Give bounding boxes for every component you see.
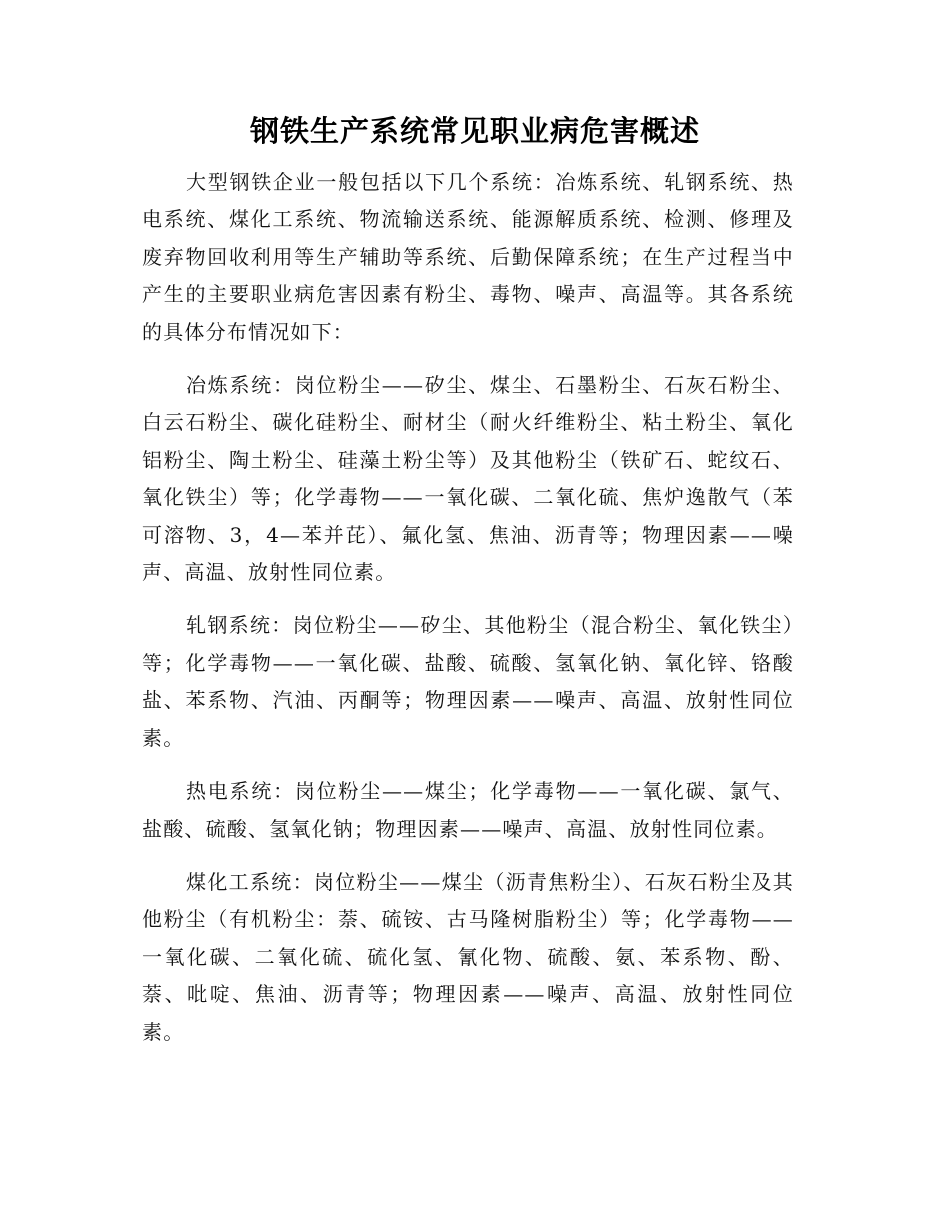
document-body bbox=[142, 164, 794, 1067]
document-title: 钢铁生产系统常见职业病危害概述 bbox=[249, 114, 700, 148]
paragraph-rolling-system: 轧钢系统：岗位粉尘——矽尘、其他粉尘（混合粉尘、氧化铁尘）等；化学毒物——一氧化碳、盐酸、硫酸、氢氧化钠、氧化锌、铬酸盐、苯系物、汽油、丙酮等；物理因素——噪声、高温、放射性同位素。 bbox=[142, 613, 794, 750]
paragraph-coal-chemical-system: 煤化工系统：岗位粉尘——煤尘（沥青焦粉尘）、石灰石粉尘及其他粉尘（有机粉尘：萘、硫铵、古马隆树脂粉尘）等；化学毒物——一氧化碳、二氧化硫、硫化氢、氰化物、硫酸、氨、苯系物、酚、萘、吡啶、焦油、沥青等；物理因素——噪声、高温、放射性同位素。 bbox=[142, 869, 794, 1044]
paragraph-thermal-power-system: 热电系统：岗位粉尘——煤尘；化学毒物——一氧化碳、氯气、盐酸、硫酸、氢氧化钠；物理因素——噪声、高温、放射性同位素。 bbox=[142, 779, 794, 841]
paragraph-overview: 大型钢铁企业一般包括以下几个系统：冶炼系统、轧钢系统、热电系统、煤化工系统、物流输送系统、能源解质系统、检测、修理及废弃物回收利用等生产辅助等系统、后勤保障系统；在生产过程当中产生的主要职业病危害因素有粉尘、毒物、噪声、高温等。其各系统的具体分布情况如下： bbox=[142, 170, 794, 344]
paragraph-smelting-system: 冶炼系统：岗位粉尘——矽尘、煤尘、石墨粉尘、石灰石粉尘、白云石粉尘、碳化硅粉尘、耐材尘（耐火纤维粉尘、粘土粉尘、氧化铝粉尘、陶土粉尘、硅藻土粉尘等）及其他粉尘（铁矿石、蛇纹石、氧化铁尘）等；化学毒物——一氧化碳、二氧化硫、焦炉逸散气（苯可溶物、3，4—苯并芘）、氟化氢、焦油、沥青等；物理因素——噪声、高温、放射性同位素。 bbox=[142, 373, 794, 585]
